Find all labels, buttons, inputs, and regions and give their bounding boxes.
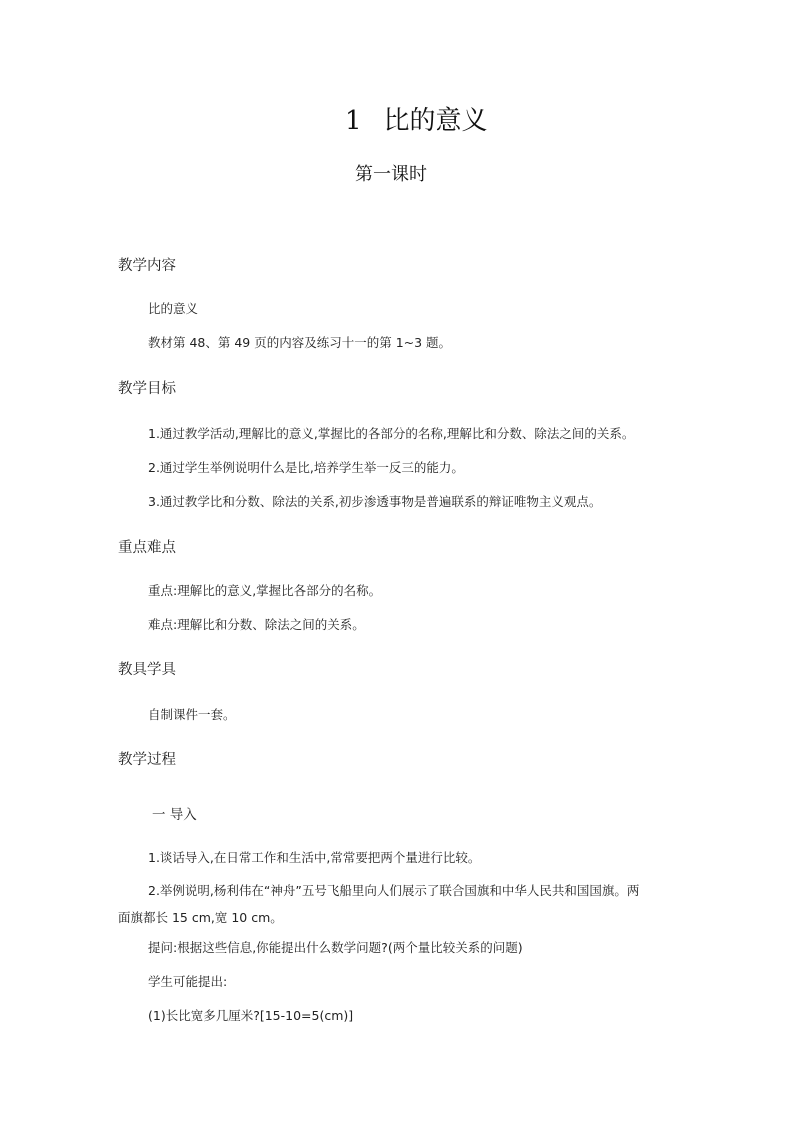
process-item-2: 2.举例说明,杨利伟在“神舟”五号飞船里向人们展示了联合国旗和中华人民共和国国旗。两面旗都长 15 cm,宽 10 cm。 bbox=[118, 883, 640, 925]
section-heading-tools: 教具学具 bbox=[118, 662, 176, 678]
process-item-3: 提问:根据这些信息,你能提出什么数学问题?(两个量比较关系的问题) bbox=[148, 940, 523, 955]
process-item-4: 学生可能提出: bbox=[148, 974, 228, 989]
process-subheading-intro: 一 导入 bbox=[152, 807, 197, 823]
section-heading-content: 教学内容 bbox=[118, 258, 176, 274]
keypoint-item-2: 难点:理解比和分数、除法之间的关系。 bbox=[148, 617, 365, 632]
tools-item-1: 自制课件一套。 bbox=[148, 707, 236, 722]
section-heading-goals: 教学目标 bbox=[118, 381, 176, 397]
content-item-2: 教材第 48、第 49 页的内容及练习十一的第 1~3 题。 bbox=[148, 335, 452, 350]
process-item-1: 1.谈话导入,在日常工作和生活中,常常要把两个量进行比较。 bbox=[148, 850, 481, 865]
lesson-title bbox=[345, 100, 488, 137]
goal-item-2: 2.通过学生举例说明什么是比,培养学生举一反三的能力。 bbox=[148, 460, 464, 475]
process-item-5: (1)长比宽多几厘米?[15-10=5(cm)] bbox=[148, 1008, 354, 1023]
goal-item-1: 1.通过教学活动,理解比的意义,掌握比的各部分的名称,理解比和分数、除法之间的关系。 bbox=[148, 426, 635, 441]
lesson-subtitle: 第一课时 bbox=[355, 164, 427, 185]
lesson-title-text: 比的意义 bbox=[383, 106, 488, 136]
goal-item-3: 3.通过教学比和分数、除法的关系,初步渗透事物是普遍联系的辩证唯物主义观点。 bbox=[148, 494, 602, 509]
section-heading-keypoints: 重点难点 bbox=[118, 540, 176, 556]
lesson-number: 1 bbox=[345, 106, 362, 136]
section-heading-process: 教学过程 bbox=[118, 752, 176, 768]
content-item-1: 比的意义 bbox=[148, 301, 199, 316]
keypoint-item-1: 重点:理解比的意义,掌握比各部分的名称。 bbox=[148, 583, 382, 598]
